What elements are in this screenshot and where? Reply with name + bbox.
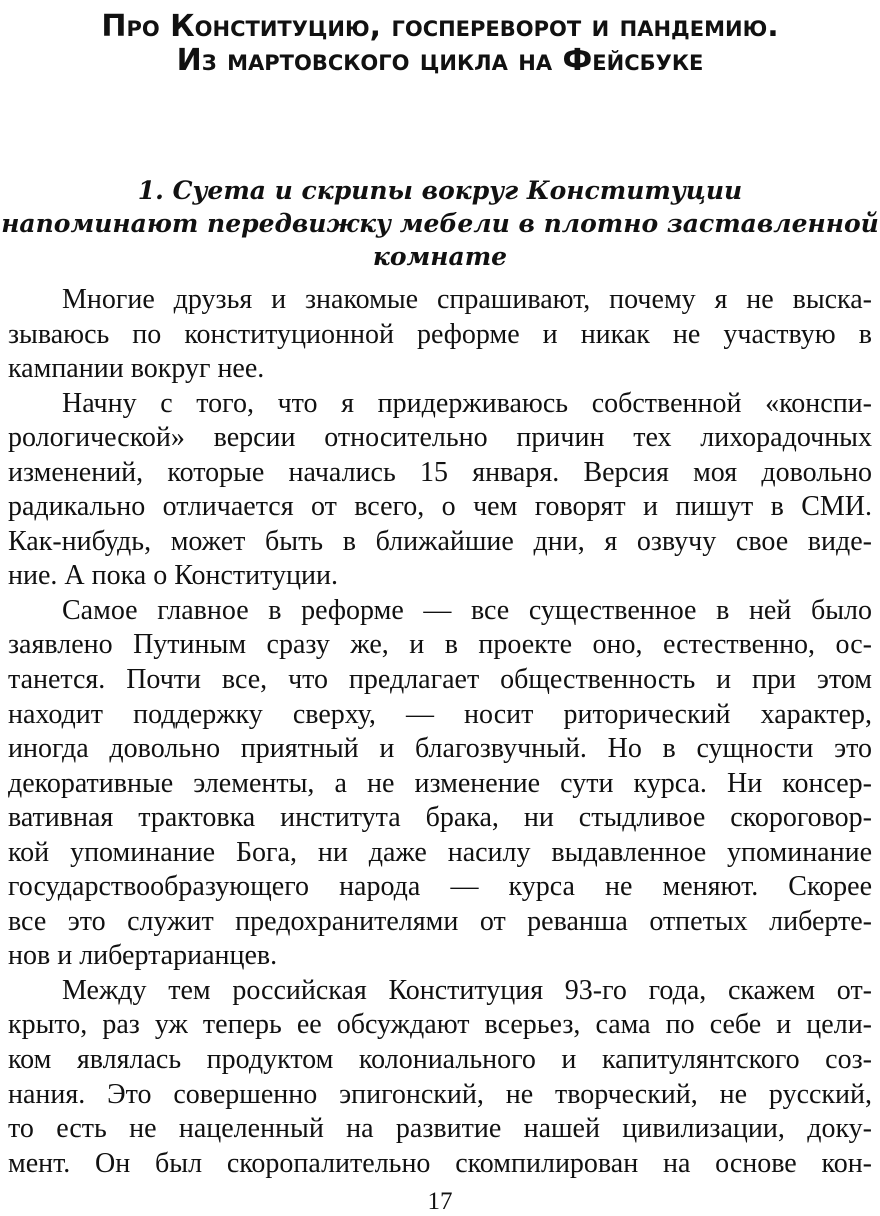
body-line: то есть не нацеленный на развитие нашей цивилизации, доку- xyxy=(8,1113,872,1145)
body-line: декоративные элементы, а не изменение сути курса. Ни консер- xyxy=(8,767,872,799)
body-line: кампании вокруг нее. xyxy=(8,353,265,385)
body-line: нания. Это совершенно эпигонский, не творческий, не русский, xyxy=(8,1078,872,1110)
body-line: ние. А пока о Конституции. xyxy=(8,560,338,592)
body-line: нов и либертарианцев. xyxy=(8,940,278,972)
body-line: Начну с того, что я придерживаюсь собственной «конспи- xyxy=(62,387,872,419)
body-line: рологической» версии относительно причин тех лихорадочных xyxy=(8,422,872,454)
section-title-line-2: напоминают передвижку мебели в плотно заставленной xyxy=(1,209,879,238)
body-line: иногда довольно приятный и благозвучный. Но в сущности это xyxy=(8,733,872,765)
body-line: Многие друзья и знакомые спрашивают, почему я не выска- xyxy=(62,284,872,315)
body-line: Между тем российская Конституция 93-го года, скажем от- xyxy=(62,974,872,1006)
body-line: мент. Он был скоропалительно скомпилирован на основе кон- xyxy=(8,1147,872,1179)
body-line: заявлено Путиным сразу же, и в проекте оно, естественно, ос- xyxy=(8,629,872,661)
body-line: зываюсь по конституционной реформе и никак не участвую в xyxy=(8,318,872,350)
body-line: находит поддержку сверху, — носит риторический характер, xyxy=(8,698,872,730)
body-line: радикально отличается от всего, о чем говорят и пишут в СМИ. xyxy=(8,491,872,523)
body-line: ком являлась продуктом колониального и капитулянтского соз- xyxy=(8,1044,872,1076)
section-title-line-1: 1. Суета и скрипы вокруг Конституции xyxy=(137,176,743,205)
body-line: вативная трактовка института брака, ни стыдливое скороговор- xyxy=(8,802,872,834)
section-title-line-3: комнате xyxy=(372,242,508,271)
page-number: 17 xyxy=(427,1188,453,1215)
body-line: изменений, которые начались 15 января. Версия моя довольно xyxy=(8,456,872,488)
body-line: танется. Почти все, что предлагает общественность и при этом xyxy=(8,664,872,696)
body-text xyxy=(8,283,872,1181)
body-line: государствообразующего народа — курса не меняют. Скорее xyxy=(8,871,872,903)
chapter-title-line-1: Про Конституцию, госпереворот и пандемию. xyxy=(101,9,779,44)
chapter-title xyxy=(0,10,880,78)
chapter-title-line-2: Из мартовского цикла на Фейсбуке xyxy=(176,43,704,78)
body-line: Самое главное в реформе — все существенное в ней было xyxy=(62,594,872,626)
body-line: все это служит предохранителями от реванша отпетых либерте- xyxy=(8,905,872,937)
section-title xyxy=(0,174,880,273)
body-line: кой упоминание Бога, ни даже насилу выдавленное упоминание xyxy=(8,836,872,868)
body-line: Как-нибудь, может быть в ближайшие дни, я озвучу свое виде- xyxy=(8,525,872,557)
body-line: крыто, раз уж теперь ее обсуждают всерьез, сама по себе и цели- xyxy=(8,1009,872,1041)
